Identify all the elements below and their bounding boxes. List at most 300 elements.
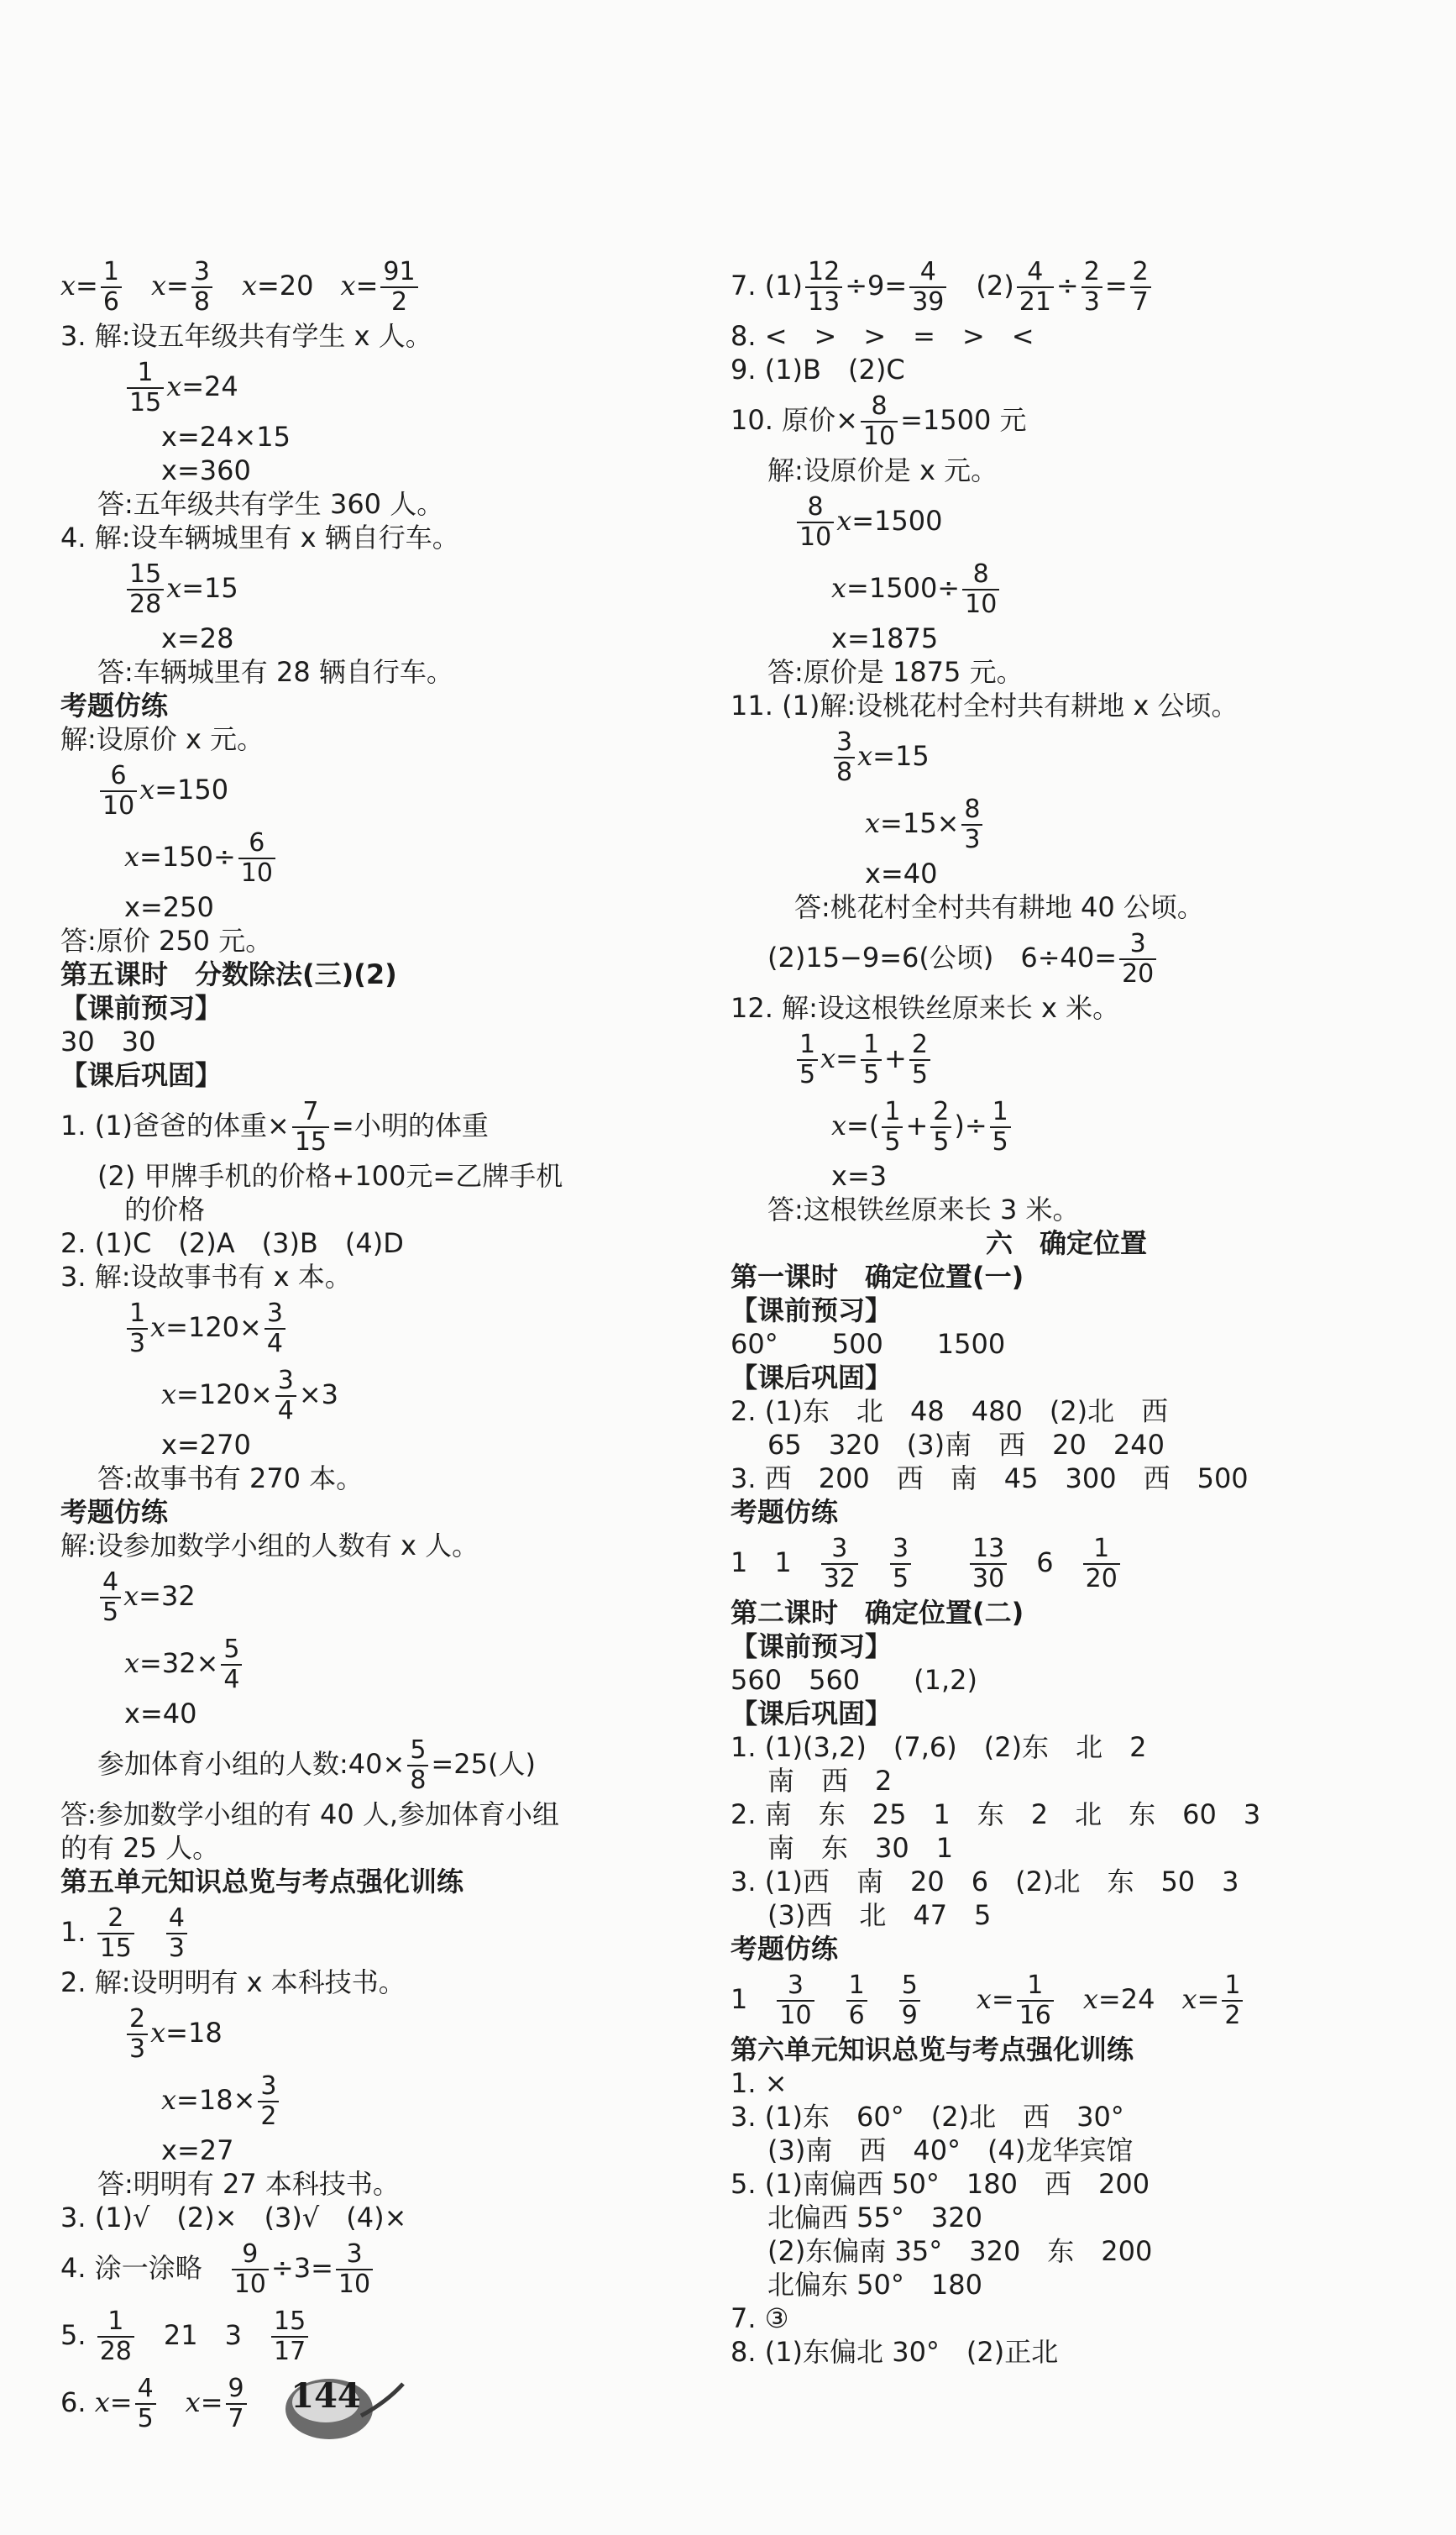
denominator: 10 xyxy=(862,422,896,451)
denominator: 4 xyxy=(223,1665,240,1694)
numerator: 6 xyxy=(238,829,275,859)
text-run: 答:车辆城里有 28 辆自行车。 xyxy=(97,656,453,688)
text-run: = xyxy=(76,270,98,302)
denominator: 10 xyxy=(779,2001,812,2030)
text-run xyxy=(914,1546,967,1578)
text-run: (3)西 北 47 5 xyxy=(767,1899,992,1931)
fraction xyxy=(380,258,417,317)
denominator: 10 xyxy=(240,858,273,888)
text-run: =18 xyxy=(165,2017,223,2049)
text-run: ÷ xyxy=(1055,270,1079,302)
answer-line xyxy=(60,1495,724,1529)
text-run: 3. 解:设故事书有 x 本。 xyxy=(60,1261,352,1293)
text-run: 3. (1)西 南 20 6 (2)北 东 50 3 xyxy=(731,1866,1239,1897)
text-run: x=40 xyxy=(124,1698,197,1729)
fraction xyxy=(221,1635,242,1694)
answer-line xyxy=(60,958,724,991)
answer-line xyxy=(731,1092,1402,1159)
answer-line xyxy=(731,1327,1402,1361)
answer-line xyxy=(731,1697,1402,1730)
answer-line xyxy=(731,1294,1402,1327)
answer-line xyxy=(731,1025,1402,1092)
variable: x xyxy=(976,1983,992,2015)
answer-line xyxy=(60,1025,724,1058)
answer-line xyxy=(60,353,724,420)
variable: x xyxy=(166,370,182,402)
answer-line xyxy=(731,2167,1402,2201)
numerator: 3 xyxy=(258,2072,279,2102)
answer-line xyxy=(60,1630,724,1697)
text-run: ×3 xyxy=(298,1378,339,1410)
fraction xyxy=(909,1031,930,1089)
denominator: 5 xyxy=(992,1127,1008,1157)
numerator: 1 xyxy=(97,2307,134,2338)
text-run: 第六单元知识总览与考点强化训练 xyxy=(731,2034,1134,2065)
text-run: =15 xyxy=(181,572,238,604)
numerator: 3 xyxy=(821,1535,858,1565)
answer-line xyxy=(731,722,1402,790)
text-run: 北偏西 55° 320 xyxy=(767,2202,982,2233)
text-run: 3. 解:设五年级共有学生 x 人。 xyxy=(60,320,432,352)
answer-line xyxy=(731,554,1402,622)
fraction xyxy=(100,1568,121,1627)
text-run: =15× xyxy=(880,807,960,839)
numerator: 1 xyxy=(990,1098,1011,1128)
text-run: x=28 xyxy=(161,622,234,654)
answer-line xyxy=(60,420,724,454)
fraction xyxy=(238,829,275,888)
answer-line xyxy=(731,857,1402,890)
fraction xyxy=(101,258,122,317)
answer-line xyxy=(60,2066,724,2133)
answer-line xyxy=(731,655,1402,689)
denominator: 17 xyxy=(273,2337,306,2366)
numerator: 2 xyxy=(97,1904,134,1934)
numerator: 2 xyxy=(930,1098,951,1128)
numerator: 5 xyxy=(221,1635,242,1666)
text-run: 【课后巩固】 xyxy=(60,1059,223,1091)
answer-line xyxy=(731,1226,1402,1260)
denominator: 5 xyxy=(884,1127,901,1157)
denominator: 6 xyxy=(102,287,119,317)
text-run: ÷3= xyxy=(270,2252,333,2284)
denominator: 20 xyxy=(1122,959,1155,989)
text-run: 第五课时 分数除法(三)(2) xyxy=(60,958,397,990)
text-run: (2)东偏南 35° 320 东 200 xyxy=(767,2235,1153,2267)
denominator: 2 xyxy=(1224,2001,1241,2030)
variable: x xyxy=(857,740,873,772)
text-run: 【课后巩固】 xyxy=(731,1698,893,1729)
fraction xyxy=(100,762,137,821)
denominator: 16 xyxy=(1019,2001,1051,2030)
numerator: 8 xyxy=(962,560,999,590)
answer-line xyxy=(731,1630,1402,1663)
answer-line xyxy=(731,2033,1402,2066)
fraction xyxy=(890,1535,911,1593)
text-run: 答:故事书有 270 本。 xyxy=(97,1462,364,1494)
answer-line xyxy=(60,2234,724,2301)
variable: x xyxy=(150,2017,166,2049)
text-run: 6. xyxy=(60,2386,95,2418)
fraction xyxy=(961,795,982,854)
fraction xyxy=(970,1535,1007,1593)
text-run: 1. xyxy=(60,1916,95,1948)
denominator: 4 xyxy=(277,1396,294,1425)
denominator: 8 xyxy=(193,287,210,317)
text-run: x=270 xyxy=(161,1429,251,1461)
text-run: = xyxy=(1104,270,1128,302)
denominator: 3 xyxy=(964,825,981,854)
text-run: 2. (1)C (2)A (3)B (4)D xyxy=(60,1227,404,1259)
text-run: 北偏东 50° 180 xyxy=(767,2269,982,2301)
numerator: 2 xyxy=(1130,258,1151,288)
text-run: + xyxy=(884,1042,907,1074)
text-run: =24 xyxy=(181,370,238,402)
variable: x xyxy=(124,1647,140,1679)
numerator: 12 xyxy=(805,258,842,288)
variable: x xyxy=(1082,1983,1098,2015)
denominator: 7 xyxy=(228,2404,244,2433)
fraction xyxy=(292,1098,329,1157)
answer-line xyxy=(731,924,1402,991)
denominator: 5 xyxy=(862,1060,880,1089)
text-run: 参加体育小组的人数:40× xyxy=(97,1748,406,1780)
answer-line xyxy=(731,1764,1402,1798)
answer-line xyxy=(60,1529,724,1562)
numerator: 1 xyxy=(1222,1971,1243,2002)
variable: x xyxy=(60,270,76,302)
answer-line xyxy=(60,454,724,487)
numerator: 13 xyxy=(970,1535,1007,1565)
fraction xyxy=(166,1904,187,1963)
numerator: 1 xyxy=(127,1299,148,1330)
denominator: 5 xyxy=(933,1127,950,1157)
answer-line xyxy=(731,1831,1402,1865)
text-run: 第二课时 确定位置(二) xyxy=(731,1597,1024,1629)
denominator: 15 xyxy=(99,1934,132,1963)
fraction xyxy=(264,1299,285,1358)
denominator: 7 xyxy=(1132,287,1149,317)
fraction xyxy=(861,392,898,451)
numerator: 9 xyxy=(232,2240,269,2270)
text-run: = xyxy=(109,2386,133,2418)
text-run: = xyxy=(1197,1983,1220,2015)
fraction xyxy=(909,258,946,317)
text-run: 560 560 (1,2) xyxy=(731,1664,978,1696)
text-run xyxy=(817,1983,844,2015)
numerator: 8 xyxy=(797,493,834,523)
fraction xyxy=(861,1031,882,1089)
denominator: 3 xyxy=(129,2034,146,2064)
numerator: 3 xyxy=(264,1299,285,1330)
answer-line xyxy=(731,1428,1402,1462)
answer-line xyxy=(731,2301,1402,2335)
fraction xyxy=(821,1535,858,1593)
text-run: 的有 25 人。 xyxy=(60,1832,220,1864)
answer-line xyxy=(60,1697,724,1730)
left-column xyxy=(60,252,724,2436)
text-run: 8. < > > = > < xyxy=(731,320,1034,352)
text-run: =1500 元 xyxy=(900,404,1027,436)
text-run: x=27 xyxy=(161,2134,234,2166)
answer-line xyxy=(731,2201,1402,2234)
answer-line xyxy=(60,1260,724,1294)
numerator: 91 xyxy=(380,258,417,288)
text-run: 6 xyxy=(1009,1546,1081,1578)
answer-line xyxy=(60,2201,724,2234)
text-run: (2) xyxy=(949,270,1014,302)
fraction xyxy=(1130,258,1151,317)
fraction xyxy=(1083,1535,1120,1593)
numerator: 3 xyxy=(336,2240,373,2270)
answer-line xyxy=(60,1226,724,1260)
denominator: 32 xyxy=(823,1564,856,1593)
text-run: 2. 南 东 25 1 东 2 北 东 60 3 xyxy=(731,1798,1261,1830)
denominator: 5 xyxy=(911,1060,928,1089)
text-run: =20 xyxy=(256,270,341,302)
text-run: 1. × xyxy=(731,2067,788,2099)
fraction xyxy=(127,359,164,417)
text-run: = xyxy=(991,1983,1014,2015)
answer-line xyxy=(60,1058,724,1092)
answer-line xyxy=(60,622,724,655)
numerator: 3 xyxy=(890,1535,911,1565)
numerator: 3 xyxy=(777,1971,814,2002)
answer-line xyxy=(731,2100,1402,2133)
text-run: 答:这根铁丝原来长 3 米。 xyxy=(767,1194,1080,1226)
answer-line xyxy=(731,991,1402,1025)
text-run: 7. (1) xyxy=(731,270,804,302)
fraction xyxy=(127,560,164,619)
text-run: 12. 解:设这根铁丝原来长 x 米。 xyxy=(731,992,1120,1024)
answer-line xyxy=(731,790,1402,857)
numerator: 2 xyxy=(1082,258,1102,288)
numerator: 1 xyxy=(861,1031,882,1061)
text-run: 21 3 xyxy=(136,2319,269,2351)
denominator: 3 xyxy=(1083,287,1100,317)
variable: x xyxy=(185,2386,201,2418)
fraction xyxy=(407,1736,428,1795)
answer-line xyxy=(60,655,724,689)
text-run: 的价格 xyxy=(124,1194,206,1226)
denominator: 10 xyxy=(338,2270,371,2299)
text-run: 考题仿练 xyxy=(731,1496,839,1528)
denominator: 5 xyxy=(137,2404,154,2433)
text-run: =150 xyxy=(155,774,229,806)
text-run: 1. (1)爸爸的体重× xyxy=(60,1110,290,1142)
text-run: 南 东 30 1 xyxy=(767,1832,954,1864)
fraction xyxy=(1222,1971,1243,2030)
text-run: 解:设原价是 x 元。 xyxy=(767,454,998,486)
text-run: (3)南 西 40° (4)龙华宾馆 xyxy=(767,2134,1134,2166)
denominator: 15 xyxy=(129,388,162,417)
variable: x xyxy=(820,1042,836,1074)
text-run xyxy=(215,270,242,302)
fraction xyxy=(846,1971,867,2030)
fraction xyxy=(882,1098,903,1157)
numerator: 1 xyxy=(127,359,164,389)
answer-line xyxy=(60,319,724,353)
text-run: 答:原价是 1875 元。 xyxy=(767,656,1024,688)
numerator: 3 xyxy=(275,1367,296,1397)
text-run: =1500÷ xyxy=(846,572,961,604)
answer-line xyxy=(60,521,724,554)
variable: x xyxy=(161,2084,177,2116)
denominator: 30 xyxy=(972,1564,1005,1593)
fraction xyxy=(232,2240,269,2299)
text-run: 8. (1)东偏北 30° (2)正北 xyxy=(731,2336,1059,2368)
text-run: 2. 解:设明明有 x 本科技书。 xyxy=(60,1966,406,1998)
numerator: 5 xyxy=(407,1736,428,1766)
text-run: =120× xyxy=(165,1311,262,1343)
numerator: 6 xyxy=(100,762,137,792)
answer-line xyxy=(60,1428,724,1462)
numerator: 8 xyxy=(961,795,982,826)
answer-line xyxy=(60,2133,724,2167)
answer-line xyxy=(731,2335,1402,2369)
answer-line xyxy=(60,924,724,958)
answer-line xyxy=(731,689,1402,722)
text-run xyxy=(870,1983,897,2015)
text-run: 2. (1)东 北 48 480 (2)北 西 xyxy=(731,1395,1169,1427)
text-run xyxy=(159,2386,186,2418)
fraction xyxy=(97,1904,134,1963)
text-run xyxy=(861,1546,888,1578)
text-run xyxy=(137,1916,164,1948)
answer-line xyxy=(731,1932,1402,1966)
answer-line xyxy=(731,1159,1402,1193)
variable: x xyxy=(836,505,852,537)
answer-line xyxy=(731,1663,1402,1697)
fraction xyxy=(930,1098,951,1157)
denominator: 5 xyxy=(892,1564,909,1593)
text-run: 解:设原价 x 元。 xyxy=(60,723,264,755)
answer-line xyxy=(731,890,1402,924)
fraction xyxy=(1119,930,1156,989)
text-run: 1. (1)(3,2) (7,6) (2)东 北 2 xyxy=(731,1731,1147,1763)
answer-line xyxy=(731,252,1402,319)
text-run: 答:参加数学小组的有 40 人,参加体育小组 xyxy=(60,1798,560,1830)
text-run: x=1875 xyxy=(831,622,939,654)
page-number-badge xyxy=(277,2343,411,2453)
fraction xyxy=(275,1367,296,1425)
text-run: 5. (1)南偏西 50° 180 西 200 xyxy=(731,2168,1150,2200)
denominator: 8 xyxy=(410,1766,427,1795)
answer-line xyxy=(60,1294,724,1361)
fraction xyxy=(797,1031,818,1089)
text-run: 11. (1)解:设桃花村全村共有耕地 x 公顷。 xyxy=(731,690,1239,722)
answer-line xyxy=(731,454,1402,487)
denominator: 20 xyxy=(1085,1564,1118,1593)
denominator: 10 xyxy=(799,522,832,552)
numerator: 3 xyxy=(834,728,855,758)
answer-line xyxy=(60,1798,724,1831)
answer-line xyxy=(60,1966,724,1999)
text-run: 答:原价 250 元。 xyxy=(60,925,273,957)
answer-line xyxy=(731,1193,1402,1226)
numerator: 15 xyxy=(271,2307,308,2338)
answer-line xyxy=(731,1730,1402,1764)
answer-line xyxy=(731,1260,1402,1294)
answer-line xyxy=(60,890,724,924)
denominator: 3 xyxy=(129,1329,146,1358)
numerator: 3 xyxy=(1119,930,1156,960)
text-run: ÷9= xyxy=(845,270,908,302)
answer-line xyxy=(731,487,1402,554)
answer-line xyxy=(731,2066,1402,2100)
answer-line xyxy=(60,1730,724,1798)
text-run: =32 xyxy=(139,1580,196,1612)
answer-line xyxy=(60,252,724,319)
fraction xyxy=(797,493,834,552)
answer-line xyxy=(731,1394,1402,1428)
denominator: 10 xyxy=(233,2270,266,2299)
fraction xyxy=(805,258,842,317)
text-run: x=360 xyxy=(161,454,251,486)
text-run: 65 320 (3)南 西 20 240 xyxy=(767,1429,1165,1461)
text-run: 60° 500 1500 xyxy=(731,1328,1006,1360)
text-run: = xyxy=(355,270,379,302)
fraction xyxy=(127,2005,148,2064)
text-run: 1 xyxy=(731,1983,775,2015)
text-run: = xyxy=(835,1042,858,1074)
fraction xyxy=(336,2240,373,2299)
text-run: =18× xyxy=(176,2084,256,2116)
text-run: 4. 涂一涂略 xyxy=(60,2252,229,2284)
denominator: 2 xyxy=(260,2102,277,2131)
answer-line xyxy=(60,823,724,890)
text-run: 【课后巩固】 xyxy=(731,1362,893,1393)
answer-line xyxy=(60,1831,724,1865)
text-run: (2)15−9=6(公顷) 6÷40= xyxy=(767,942,1118,974)
text-run: 第五单元知识总览与考点强化训练 xyxy=(60,1866,464,1897)
answer-line xyxy=(60,1092,724,1159)
answer-line xyxy=(731,2234,1402,2268)
numerator: 2 xyxy=(909,1031,930,1061)
numerator: 5 xyxy=(899,1971,920,2002)
numerator: 1 xyxy=(1083,1535,1120,1565)
denominator: 4 xyxy=(266,1329,283,1358)
text-run: 【课前预习】 xyxy=(60,992,223,1024)
text-run: 六 确定位置 xyxy=(985,1227,1147,1259)
denominator: 6 xyxy=(848,2001,865,2030)
fraction xyxy=(258,2072,279,2131)
text-run: (2) 甲牌手机的价格+100元=乙牌手机 xyxy=(97,1160,563,1192)
text-run: =150÷ xyxy=(139,841,236,873)
answer-line xyxy=(731,1865,1402,1898)
numerator: 8 xyxy=(861,392,898,422)
text-run: 1 1 xyxy=(731,1546,819,1578)
answer-line xyxy=(60,1193,724,1226)
answer-line xyxy=(731,2133,1402,2167)
text-run: x=3 xyxy=(831,1160,888,1192)
text-run: 第一课时 确定位置(一) xyxy=(731,1261,1024,1293)
variable: x xyxy=(865,807,881,839)
text-run: 3. (1)√ (2)× (3)√ (4)× xyxy=(60,2202,407,2233)
numerator: 1 xyxy=(1017,1971,1054,2002)
text-run: 答:五年级共有学生 360 人。 xyxy=(97,488,444,520)
text-run: 考题仿练 xyxy=(731,1933,839,1965)
answer-line xyxy=(60,722,724,756)
text-run: 【课前预习】 xyxy=(731,1630,893,1662)
numerator: 4 xyxy=(100,1568,121,1598)
fraction xyxy=(899,1971,920,2030)
fraction xyxy=(191,258,212,317)
text-run: 4. 解:设车辆城里有 x 辆自行车。 xyxy=(60,522,459,554)
variable: x xyxy=(124,841,140,873)
text-run: =小明的体重 xyxy=(332,1110,489,1142)
answer-line xyxy=(731,622,1402,655)
